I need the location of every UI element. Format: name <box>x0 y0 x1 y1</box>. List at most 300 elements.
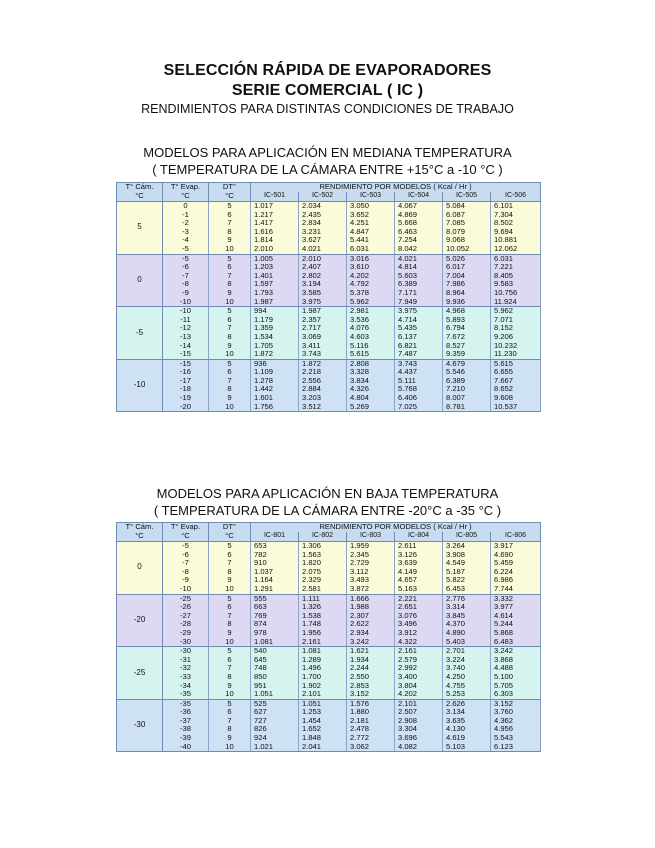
table-row <box>117 324 541 333</box>
capacity-value-cell: 1.401 <box>251 272 299 281</box>
capacity-value-cell: 8.781 <box>443 403 491 412</box>
capacity-value-cell: 3.912 <box>395 629 443 638</box>
capacity-value-cell: 3.231 <box>299 228 347 237</box>
capacity-value-cell: 3.908 <box>443 551 491 560</box>
dt-cell: 7 <box>209 377 251 386</box>
capacity-value-cell: 1.748 <box>299 620 347 629</box>
capacity-value-cell: 2.992 <box>395 664 443 673</box>
capacity-value-cell: 6.224 <box>491 568 541 577</box>
table-row <box>117 585 541 594</box>
capacity-value-cell: 3.076 <box>395 612 443 621</box>
capacity-value-cell: 2.834 <box>299 219 347 228</box>
capacity-value-cell: 7.487 <box>395 350 443 359</box>
capacity-value-cell: 1.203 <box>251 263 299 272</box>
capacity-value-cell: 2.884 <box>299 385 347 394</box>
capacity-value-cell: 653 <box>251 542 299 551</box>
table-row <box>117 289 541 298</box>
capacity-value-cell: 5.893 <box>443 316 491 325</box>
capacity-value-cell: 5.269 <box>347 403 395 412</box>
evaporation-temp-cell: -5 <box>163 542 209 551</box>
capacity-value-cell: 1.872 <box>251 350 299 359</box>
camara-unit: °C <box>117 192 163 202</box>
capacity-value-cell: 4.250 <box>443 673 491 682</box>
capacity-value-cell: 8.405 <box>491 272 541 281</box>
capacity-value-cell: 2.611 <box>395 542 443 551</box>
capacity-value-cell: 1.793 <box>251 289 299 298</box>
capacity-value-cell: 1.326 <box>299 603 347 612</box>
capacity-value-cell: 8.079 <box>443 228 491 237</box>
dt-cell: 8 <box>209 333 251 342</box>
dt-cell: 6 <box>209 211 251 220</box>
capacity-value-cell: 2.550 <box>347 673 395 682</box>
capacity-value-cell: 924 <box>251 734 299 743</box>
table-row <box>117 385 541 394</box>
section-low-title-line1: MODELOS PARA APLICACIÓN EN BAJA TEMPERATURA <box>156 486 499 501</box>
dt-cell: 9 <box>209 576 251 585</box>
capacity-value-cell: 1.652 <box>299 725 347 734</box>
capacity-value-cell: 3.610 <box>347 263 395 272</box>
capacity-value-cell: 5.253 <box>443 690 491 699</box>
evaporation-temp-cell: -18 <box>163 385 209 394</box>
capacity-value-cell: 2.181 <box>347 717 395 726</box>
capacity-value-cell: 4.603 <box>347 333 395 342</box>
dt-cell: 7 <box>209 219 251 228</box>
capacity-value-cell: 874 <box>251 620 299 629</box>
evaporation-unit: °C <box>163 532 209 542</box>
capacity-value-cell: 2.010 <box>251 245 299 254</box>
table-row <box>117 542 541 551</box>
dt-cell: 7 <box>209 324 251 333</box>
capacity-value-cell: 3.868 <box>491 656 541 665</box>
capacity-value-cell: 5.962 <box>491 307 541 316</box>
capacity-value-cell: 4.804 <box>347 394 395 403</box>
capacity-value-cell: 2.701 <box>443 647 491 656</box>
capacity-value-cell: 5.187 <box>443 568 491 577</box>
capacity-value-cell: 2.772 <box>347 734 395 743</box>
capacity-value-cell: 3.400 <box>395 673 443 682</box>
capacity-value-cell: 5.615 <box>491 359 541 368</box>
capacity-value-cell: 6.137 <box>395 333 443 342</box>
capacity-value-cell: 663 <box>251 603 299 612</box>
capacity-value-cell: 4.679 <box>443 359 491 368</box>
evaporation-temp-cell: -33 <box>163 673 209 682</box>
capacity-value-cell: 3.760 <box>491 708 541 717</box>
capacity-value-cell: 1.253 <box>299 708 347 717</box>
dt-cell: 5 <box>209 307 251 316</box>
capacity-value-cell: 3.134 <box>443 708 491 717</box>
capacity-value-cell: 748 <box>251 664 299 673</box>
capacity-value-cell: 727 <box>251 717 299 726</box>
section-low-title <box>0 485 655 519</box>
capacity-value-cell: 1.987 <box>299 307 347 316</box>
capacity-value-cell: 2.161 <box>299 638 347 647</box>
capacity-value-cell: 7.071 <box>491 316 541 325</box>
capacity-value-cell: 1.081 <box>251 638 299 647</box>
capacity-value-cell: 2.908 <box>395 717 443 726</box>
capacity-value-cell: 8.527 <box>443 342 491 351</box>
capacity-value-cell: 4.202 <box>347 272 395 281</box>
capacity-value-cell: 4.714 <box>395 316 443 325</box>
dt-unit: °C <box>209 192 251 202</box>
capacity-value-cell: 3.740 <box>443 664 491 673</box>
table-row <box>117 656 541 665</box>
capacity-value-cell: 7.085 <box>443 219 491 228</box>
dt-cell: 10 <box>209 638 251 647</box>
capacity-value-cell: 10.232 <box>491 342 541 351</box>
camara-temp-cell: -30 <box>117 699 163 752</box>
section-medium-title <box>0 144 655 178</box>
evaporation-temp-cell: -34 <box>163 682 209 691</box>
capacity-value-cell: 6.821 <box>395 342 443 351</box>
capacity-value-cell: 5.822 <box>443 576 491 585</box>
capacity-value-cell: 6.389 <box>443 377 491 386</box>
capacity-value-cell: 2.101 <box>395 699 443 708</box>
capacity-value-cell: 2.101 <box>299 690 347 699</box>
model-header: IC-804 <box>395 532 443 542</box>
camara-temp-cell: -5 <box>117 307 163 360</box>
table-row <box>117 316 541 325</box>
capacity-value-cell: 3.512 <box>299 403 347 412</box>
capacity-value-cell: 5.403 <box>443 638 491 647</box>
table-row <box>117 254 541 263</box>
model-header: IC-503 <box>347 192 395 202</box>
table-row <box>117 673 541 682</box>
capacity-value-cell: 555 <box>251 594 299 603</box>
model-header: IC-802 <box>299 532 347 542</box>
table-row <box>117 647 541 656</box>
capacity-value-cell: 1.017 <box>251 202 299 211</box>
capacity-value-cell: 951 <box>251 682 299 691</box>
evaporation-temp-cell: -8 <box>163 568 209 577</box>
capacity-value-cell: 4.149 <box>395 568 443 577</box>
capacity-value-cell: 6.031 <box>491 254 541 263</box>
capacity-value-cell: 2.729 <box>347 559 395 568</box>
table-row <box>117 202 541 211</box>
dt-cell: 8 <box>209 568 251 577</box>
evaporation-temp-cell: -15 <box>163 350 209 359</box>
document-subtitle: RENDIMIENTOS PARA DISTINTAS CONDICIONES DE TRABAJO <box>141 102 514 116</box>
table-row <box>117 359 541 368</box>
dt-cell: 9 <box>209 236 251 245</box>
document-title: SELECCIÓN RÁPIDA DE EVAPORADORES <box>163 62 492 79</box>
table-row <box>117 629 541 638</box>
capacity-value-cell: 627 <box>251 708 299 717</box>
dt-cell: 9 <box>209 629 251 638</box>
capacity-value-cell: 5.615 <box>347 350 395 359</box>
table-row <box>117 263 541 272</box>
capacity-value-cell: 4.021 <box>299 245 347 254</box>
evaporation-temp-header: T° Evap. <box>163 523 209 533</box>
capacity-value-cell: 3.639 <box>395 559 443 568</box>
dt-cell: 6 <box>209 656 251 665</box>
table-row <box>117 368 541 377</box>
capacity-value-cell: 3.743 <box>299 350 347 359</box>
capacity-value-cell: 3.314 <box>443 603 491 612</box>
capacity-value-cell: 7.986 <box>443 280 491 289</box>
evaporation-temp-cell: -40 <box>163 743 209 752</box>
evaporation-temp-cell: -36 <box>163 708 209 717</box>
capacity-value-cell: 2.853 <box>347 682 395 691</box>
capacity-value-cell: 11.230 <box>491 350 541 359</box>
table-row <box>117 620 541 629</box>
evaporation-temp-cell: -3 <box>163 228 209 237</box>
capacity-value-cell: 1.291 <box>251 585 299 594</box>
table-row <box>117 551 541 560</box>
section-medium-title-line1: MODELOS PARA APLICACIÓN EN MEDIANA TEMPERATURA <box>143 145 512 160</box>
section-low-title-line2: ( TEMPERATURA DE LA CÁMARA ENTRE -20°C a -35 °C ) <box>153 503 502 518</box>
capacity-value-cell: 1.872 <box>299 359 347 368</box>
capacity-value-cell: 910 <box>251 559 299 568</box>
capacity-value-cell: 2.075 <box>299 568 347 577</box>
capacity-value-cell: 1.756 <box>251 403 299 412</box>
dt-cell: 10 <box>209 585 251 594</box>
evaporation-temp-cell: -13 <box>163 333 209 342</box>
model-header: IC-505 <box>443 192 491 202</box>
capacity-value-cell: 4.614 <box>491 612 541 621</box>
capacity-value-cell: 4.956 <box>491 725 541 734</box>
model-header: IC-801 <box>251 532 299 542</box>
capacity-value-cell: 9.206 <box>491 333 541 342</box>
capacity-value-cell: 6.101 <box>491 202 541 211</box>
camara-temp-header: T° Cám. <box>117 183 163 193</box>
capacity-value-cell: 3.264 <box>443 542 491 551</box>
capacity-value-cell: 7.210 <box>443 385 491 394</box>
capacity-value-cell: 5.546 <box>443 368 491 377</box>
capacity-value-cell: 3.743 <box>395 359 443 368</box>
capacity-value-cell: 4.968 <box>443 307 491 316</box>
capacity-value-cell: 1.534 <box>251 333 299 342</box>
capacity-value-cell: 2.041 <box>299 743 347 752</box>
capacity-value-cell: 5.768 <box>395 385 443 394</box>
capacity-value-cell: 1.666 <box>347 594 395 603</box>
evaporation-temp-cell: -30 <box>163 638 209 647</box>
capacity-value-cell: 3.872 <box>347 585 395 594</box>
capacity-value-cell: 9.583 <box>491 280 541 289</box>
capacity-value-cell: 3.050 <box>347 202 395 211</box>
capacity-value-cell: 3.332 <box>491 594 541 603</box>
dt-cell: 10 <box>209 350 251 359</box>
dt-cell: 7 <box>209 559 251 568</box>
evaporation-temp-cell: -38 <box>163 725 209 734</box>
capacity-value-cell: 4.657 <box>395 576 443 585</box>
capacity-value-cell: 3.627 <box>299 236 347 245</box>
capacity-value-cell: 10.052 <box>443 245 491 254</box>
capacity-value-cell: 2.776 <box>443 594 491 603</box>
capacity-value-cell: 7.004 <box>443 272 491 281</box>
dt-cell: 10 <box>209 298 251 307</box>
evaporation-temp-cell: -25 <box>163 594 209 603</box>
evaporation-temp-cell: -4 <box>163 236 209 245</box>
dt-cell: 7 <box>209 612 251 621</box>
capacity-value-cell: 7.949 <box>395 298 443 307</box>
evaporation-temp-cell: -32 <box>163 664 209 673</box>
capacity-value-cell: 3.696 <box>395 734 443 743</box>
capacity-value-cell: 1.179 <box>251 316 299 325</box>
capacity-value-cell: 2.579 <box>395 656 443 665</box>
capacity-value-cell: 2.478 <box>347 725 395 734</box>
evaporation-temp-cell: -1 <box>163 211 209 220</box>
capacity-value-cell: 5.100 <box>491 673 541 682</box>
capacity-value-cell: 1.959 <box>347 542 395 551</box>
dt-header: DT° <box>209 183 251 193</box>
capacity-value-cell: 2.244 <box>347 664 395 673</box>
capacity-value-cell: 1.306 <box>299 542 347 551</box>
capacity-value-cell: 4.619 <box>443 734 491 743</box>
capacity-value-cell: 6.389 <box>395 280 443 289</box>
capacity-value-cell: 5.441 <box>347 236 395 245</box>
table-row <box>117 612 541 621</box>
capacity-value-cell: 8.152 <box>491 324 541 333</box>
camara-temp-header: T° Cám. <box>117 523 163 533</box>
capacity-value-cell: 2.626 <box>443 699 491 708</box>
evaporation-temp-cell: -7 <box>163 272 209 281</box>
capacity-value-cell: 3.328 <box>347 368 395 377</box>
capacity-value-cell: 5.435 <box>395 324 443 333</box>
capacity-value-cell: 769 <box>251 612 299 621</box>
evaporation-temp-cell: -27 <box>163 612 209 621</box>
capacity-value-cell: 1.987 <box>251 298 299 307</box>
capacity-value-cell: 978 <box>251 629 299 638</box>
capacity-value-cell: 4.326 <box>347 385 395 394</box>
camara-temp-cell: -25 <box>117 647 163 700</box>
table-row <box>117 699 541 708</box>
evaporation-temp-cell: -7 <box>163 559 209 568</box>
evaporation-temp-cell: -30 <box>163 647 209 656</box>
dt-cell: 6 <box>209 708 251 717</box>
capacity-value-cell: 2.221 <box>395 594 443 603</box>
camara-temp-cell: 5 <box>117 202 163 255</box>
capacity-value-cell: 2.651 <box>395 603 443 612</box>
capacity-value-cell: 12.062 <box>491 245 541 254</box>
capacity-value-cell: 1.278 <box>251 377 299 386</box>
evaporation-temp-cell: -31 <box>163 656 209 665</box>
capacity-value-cell: 9.936 <box>443 298 491 307</box>
capacity-value-cell: 3.975 <box>395 307 443 316</box>
capacity-value-cell: 1.934 <box>347 656 395 665</box>
evaporation-temp-cell: -10 <box>163 298 209 307</box>
table-row <box>117 638 541 647</box>
evaporation-temp-cell: -5 <box>163 254 209 263</box>
capacity-value-cell: 3.304 <box>395 725 443 734</box>
capacity-value-cell: 1.820 <box>299 559 347 568</box>
capacity-value-cell: 4.370 <box>443 620 491 629</box>
capacity-value-cell: 1.496 <box>299 664 347 673</box>
table-row <box>117 298 541 307</box>
capacity-value-cell: 2.345 <box>347 551 395 560</box>
capacity-value-cell: 2.357 <box>299 316 347 325</box>
capacity-value-cell: 5.103 <box>443 743 491 752</box>
dt-cell: 5 <box>209 202 251 211</box>
model-header: IC-805 <box>443 532 491 542</box>
capacity-value-cell: 1.814 <box>251 236 299 245</box>
table-row <box>117 350 541 359</box>
capacity-value-cell: 5.111 <box>395 377 443 386</box>
capacity-value-cell: 4.549 <box>443 559 491 568</box>
capacity-value-cell: 5.668 <box>395 219 443 228</box>
capacity-value-cell: 8.964 <box>443 289 491 298</box>
capacity-value-cell: 6.123 <box>491 743 541 752</box>
capacity-value-cell: 9.068 <box>443 236 491 245</box>
capacity-value-cell: 826 <box>251 725 299 734</box>
evaporation-temp-cell: -39 <box>163 734 209 743</box>
capacity-value-cell: 782 <box>251 551 299 560</box>
capacity-value-cell: 10.881 <box>491 236 541 245</box>
dt-cell: 9 <box>209 394 251 403</box>
capacity-value-cell: 2.808 <box>347 359 395 368</box>
capacity-value-cell: 2.307 <box>347 612 395 621</box>
table-row <box>117 377 541 386</box>
evaporation-temp-cell: -9 <box>163 289 209 298</box>
capacity-value-cell: 6.406 <box>395 394 443 403</box>
evaporation-temp-cell: -20 <box>163 403 209 412</box>
capacity-value-cell: 3.152 <box>347 690 395 699</box>
dt-cell: 8 <box>209 228 251 237</box>
capacity-value-cell: 4.437 <box>395 368 443 377</box>
model-header: IC-501 <box>251 192 299 202</box>
capacity-value-cell: 4.792 <box>347 280 395 289</box>
medium-temperature-table <box>116 182 541 412</box>
capacity-value-cell: 3.845 <box>443 612 491 621</box>
capacity-value-cell: 1.563 <box>299 551 347 560</box>
capacity-value-cell: 3.585 <box>299 289 347 298</box>
evaporation-temp-cell: -29 <box>163 629 209 638</box>
table-row <box>117 236 541 245</box>
capacity-value-cell: 3.016 <box>347 254 395 263</box>
capacity-value-cell: 4.814 <box>395 263 443 272</box>
camara-temp-cell: -10 <box>117 359 163 412</box>
capacity-value-cell: 2.407 <box>299 263 347 272</box>
table-row <box>117 333 541 342</box>
capacity-value-cell: 1.005 <box>251 254 299 263</box>
capacity-value-cell: 4.847 <box>347 228 395 237</box>
capacity-value-cell: 1.217 <box>251 211 299 220</box>
capacity-value-cell: 3.493 <box>347 576 395 585</box>
capacity-value-cell: 540 <box>251 647 299 656</box>
table-row <box>117 682 541 691</box>
capacity-value-cell: 3.194 <box>299 280 347 289</box>
capacity-value-cell: 3.242 <box>491 647 541 656</box>
camara-temp-cell: -20 <box>117 594 163 647</box>
capacity-value-cell: 3.224 <box>443 656 491 665</box>
dt-cell: 8 <box>209 725 251 734</box>
capacity-value-cell: 1.601 <box>251 394 299 403</box>
capacity-value-cell: 7.744 <box>491 585 541 594</box>
capacity-value-cell: 1.051 <box>251 690 299 699</box>
capacity-value-cell: 5.459 <box>491 559 541 568</box>
capacity-value-cell: 1.037 <box>251 568 299 577</box>
capacity-value-cell: 4.021 <box>395 254 443 263</box>
evaporation-temp-cell: -6 <box>163 263 209 272</box>
model-header: IC-502 <box>299 192 347 202</box>
capacity-value-cell: 2.435 <box>299 211 347 220</box>
capacity-value-cell: 1.109 <box>251 368 299 377</box>
capacity-value-cell: 2.218 <box>299 368 347 377</box>
capacity-value-cell: 2.581 <box>299 585 347 594</box>
capacity-value-cell: 6.453 <box>443 585 491 594</box>
table-row <box>117 342 541 351</box>
capacity-value-cell: 4.690 <box>491 551 541 560</box>
table-row <box>117 594 541 603</box>
capacity-value-cell: 3.152 <box>491 699 541 708</box>
evaporation-temp-cell: -16 <box>163 368 209 377</box>
capacity-value-cell: 3.975 <box>299 298 347 307</box>
dt-cell: 8 <box>209 280 251 289</box>
capacity-value-cell: 4.869 <box>395 211 443 220</box>
table-row <box>117 272 541 281</box>
dt-cell: 10 <box>209 690 251 699</box>
capacity-value-cell: 9.694 <box>491 228 541 237</box>
dt-cell: 5 <box>209 594 251 603</box>
